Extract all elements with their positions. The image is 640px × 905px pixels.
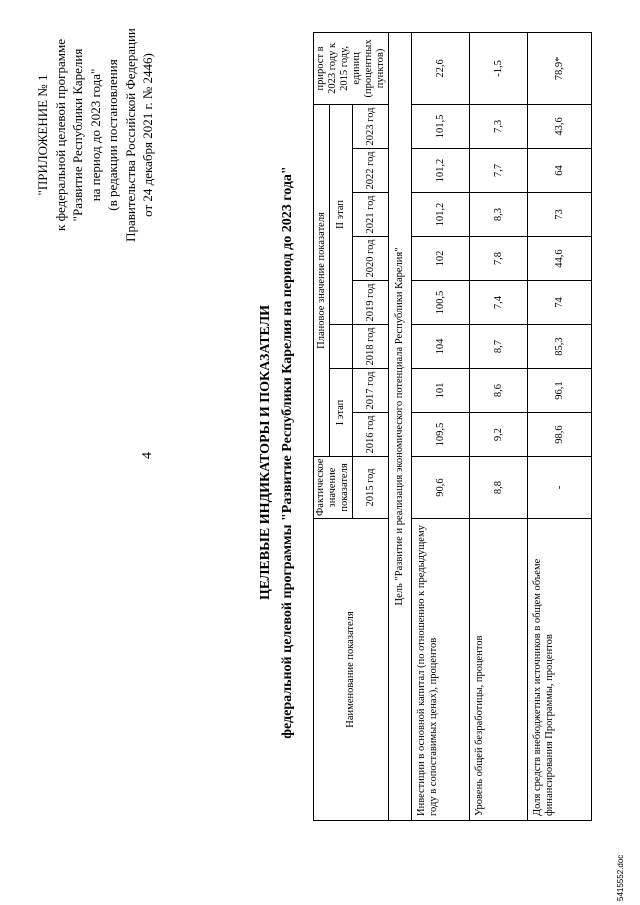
value-cell: 44,6 <box>528 237 592 281</box>
growth-cell: 78,9* <box>528 32 592 104</box>
appendix-line: Правительства Российской Федерации <box>122 28 138 242</box>
value-cell: 109,5 <box>412 413 470 457</box>
value-cell: 7,8 <box>470 237 528 281</box>
value-cell: 100,5 <box>412 281 470 325</box>
row-name: Уровень общей безработицы, процентов <box>470 519 528 821</box>
value-cell: 101 <box>412 369 470 413</box>
indicators-table <box>313 32 592 821</box>
appendix-note <box>34 5 157 265</box>
growth-cell: -1,5 <box>470 32 528 104</box>
header-year: 2017 год <box>353 369 389 413</box>
header-growth: прирост в 2023 году к 2015 году, единиц (процентных пунктов) <box>314 32 389 104</box>
header-year-2015: 2015 год <box>353 457 389 519</box>
row-name: Доля средств внебюджетных источников в общем объеме финансирования Программы, процентов <box>528 519 592 821</box>
value-cell: 96,1 <box>528 369 592 413</box>
table-row <box>528 32 592 820</box>
value-cell: 104 <box>412 325 470 369</box>
value-cell: 101,2 <box>412 149 470 193</box>
header-year: 2023 год <box>353 104 389 148</box>
appendix-line: от 24 декабря 2021 г. № 2446) <box>140 53 155 217</box>
header-actual: Фактическое значение показателя <box>314 457 353 519</box>
appendix-line: "Развитие Республики Карелия <box>70 48 85 222</box>
value-cell: 8,7 <box>470 325 528 369</box>
header-name: Наименование показателя <box>314 519 389 821</box>
header-year: 2022 год <box>353 149 389 193</box>
document-subtitle: федеральной целевой программы "Развитие Республики Карелия на период до 2023 года" <box>280 166 295 739</box>
appendix-line: на период до 2023 года" <box>87 68 103 202</box>
table-row <box>412 32 470 820</box>
value-cell: 101,2 <box>412 193 470 237</box>
value-cell: 85,3 <box>528 325 592 369</box>
header-year: 2021 год <box>353 193 389 237</box>
value-cell: 43,6 <box>528 104 592 148</box>
appendix-line: (в редакции постановления <box>105 59 120 211</box>
value-cell: 8,6 <box>470 369 528 413</box>
value-2015: 90,6 <box>412 457 470 519</box>
value-cell: 9,2 <box>470 413 528 457</box>
header-year: 2018 год <box>353 325 389 369</box>
value-cell: 102 <box>412 237 470 281</box>
document-title: ЦЕЛЕВЫЕ ИНДИКАТОРЫ И ПОКАЗАТЕЛИ <box>258 304 273 601</box>
page-number: 4 <box>140 452 155 459</box>
value-2015: - <box>528 457 592 519</box>
table-row <box>470 32 528 820</box>
header-year: 2019 год <box>353 281 389 325</box>
value-2015: 8,8 <box>470 457 528 519</box>
value-cell: 74 <box>528 281 592 325</box>
header-stage-1: I этап <box>330 369 353 457</box>
header-year: 2016 год <box>353 413 389 457</box>
value-cell: 98,6 <box>528 413 592 457</box>
row-name: Инвестиции в основной капитал (по отношению к предыдущему году в сопоставимых ценах), процентов <box>412 519 470 821</box>
header-year: 2020 год <box>353 237 389 281</box>
value-cell: 73 <box>528 193 592 237</box>
growth-cell: 22,6 <box>412 32 470 104</box>
footer-file-code: 5415552.doc <box>616 854 625 901</box>
header-stage-2: II этап <box>330 104 353 324</box>
header-blank <box>330 325 353 369</box>
value-cell: 101,5 <box>412 104 470 148</box>
value-cell: 64 <box>528 149 592 193</box>
value-cell: 7,4 <box>470 281 528 325</box>
value-cell: 7,7 <box>470 149 528 193</box>
value-cell: 7,3 <box>470 104 528 148</box>
header-planned: Плановое значение показателя <box>314 104 330 456</box>
appendix-line: к федеральной целевой программе <box>52 39 68 231</box>
value-cell: 8,3 <box>470 193 528 237</box>
appendix-line: "ПРИЛОЖЕНИЕ № 1 <box>35 74 50 196</box>
goal-row: Цель "Развитие и реализация экономического потенциала Республики Карелия" <box>389 32 412 820</box>
